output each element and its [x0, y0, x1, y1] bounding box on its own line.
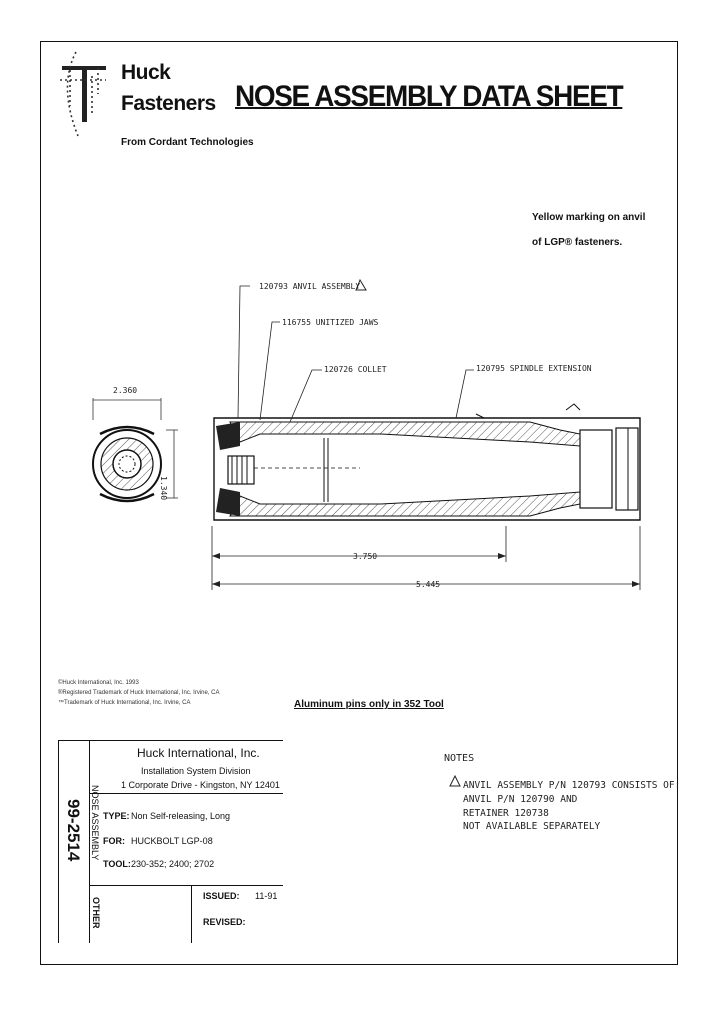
brand-tagline: From Cordant Technologies: [121, 137, 254, 148]
division-name: Installation System Division: [141, 766, 251, 776]
marking-note-line-2: of LGP® fasteners.: [532, 237, 623, 248]
issued-value: 11-91: [255, 891, 278, 901]
dim-diameter: 2.360: [113, 386, 138, 395]
notes-heading: NOTES: [444, 753, 475, 764]
dim-height: 1.340: [159, 476, 168, 501]
type-label: TYPE:: [103, 811, 130, 821]
section-view: [214, 404, 640, 520]
marking-note-line-1: Yellow marking on anvil: [532, 212, 646, 223]
category-label: NOSE ASSEMBLY: [90, 785, 100, 861]
brand-line-1: Huck: [121, 61, 171, 84]
notes-line-2: ANVIL P/N 120790 AND: [463, 794, 578, 805]
warning-triangle-icon: [449, 775, 461, 787]
document-number: 99-2514: [64, 799, 83, 862]
callout-spindle-extension: 120795 SPINDLE EXTENSION: [476, 364, 592, 373]
dim-overall-length: 5.445: [416, 580, 441, 589]
page-title: NOSE ASSEMBLY DATA SHEET: [235, 80, 623, 113]
issued-label: ISSUED:: [203, 891, 240, 901]
tool-label: TOOL:: [103, 859, 131, 869]
notes-line-4: NOT AVAILABLE SEPARATELY: [463, 821, 601, 832]
registered-line: ®Registered Trademark of Huck International, Inc. Irvine, CA: [58, 690, 220, 696]
other-label: OTHER: [91, 897, 101, 929]
aluminum-note: Aluminum pins only in 352 Tool: [294, 699, 444, 710]
callout-anvil-assembly: 120793 ANVIL ASSEMBLY: [259, 282, 361, 291]
trademark-line: ™Trademark of Huck International, Inc. Irvine, CA: [58, 700, 191, 706]
brand-line-2: Fasteners: [121, 92, 216, 115]
copyright-line: ©Huck International, Inc. 1993: [58, 680, 139, 686]
callout-unitized-jaws: 116755 UNITIZED JAWS: [282, 318, 379, 327]
company-name: Huck International, Inc.: [137, 746, 260, 760]
huck-logo: [56, 46, 112, 142]
revised-label: REVISED:: [203, 917, 246, 927]
callout-collet: 120726 COLLET: [324, 365, 387, 374]
tool-value: 230-352; 2400; 2702: [131, 859, 215, 869]
for-value: HUCKBOLT LGP-08: [131, 836, 213, 846]
dim-inner-length: 3.750: [353, 552, 378, 561]
company-address: 1 Corporate Drive - Kingston, NY 12401: [121, 780, 280, 790]
for-label: FOR:: [103, 836, 125, 846]
notes-line-1: ANVIL ASSEMBLY P/N 120793 CONSISTS OF:: [463, 780, 681, 791]
notes-line-3: RETAINER 120738: [463, 808, 549, 819]
title-block: [58, 740, 283, 943]
type-value: Non Self-releasing, Long: [131, 811, 231, 821]
